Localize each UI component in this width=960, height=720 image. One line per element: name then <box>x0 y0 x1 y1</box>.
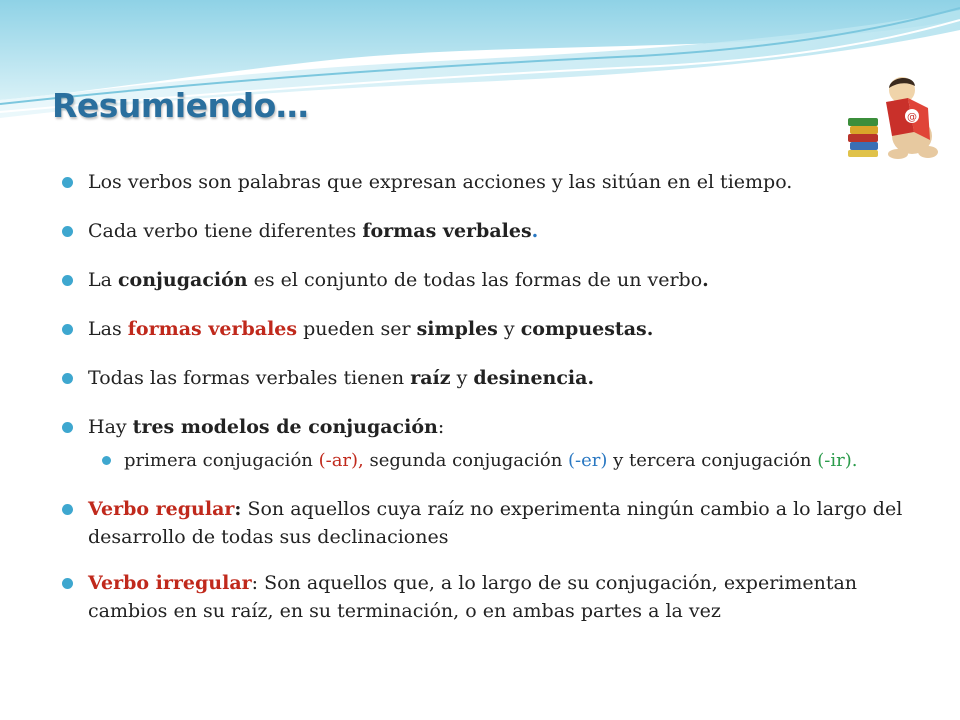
ending-er-text: (-er) <box>568 450 608 471</box>
bullet-text: y tercera conjugación <box>607 450 818 471</box>
bullet-item <box>60 413 920 474</box>
bullet-text: Todas las formas verbales tienen <box>88 367 411 389</box>
bullet-text: pueden ser <box>297 318 417 340</box>
bullet-list <box>60 168 920 643</box>
bullet-item <box>60 569 920 625</box>
bullet-text: y <box>497 318 521 340</box>
sub-bullet-list <box>88 447 920 474</box>
bullet-text: y <box>450 367 474 389</box>
bullet-item <box>60 364 920 392</box>
bullet-item <box>60 495 920 551</box>
ending-ir-text: (-ir). <box>817 450 858 471</box>
bullet-item <box>60 315 920 343</box>
bullet-text: Las <box>88 318 128 340</box>
definition-label: Verbo irregular <box>88 572 252 594</box>
emphasis-text: formas verbales <box>362 220 532 242</box>
bullet-punctuation: : <box>251 572 259 594</box>
bullet-text: es el conjunto de todas las formas de un verbo <box>247 269 703 291</box>
bullet-text: La <box>88 269 118 291</box>
bullet-text: Los verbos son palabras que expresan acciones y las sitúan en el tiempo. <box>88 171 793 193</box>
bullet-item <box>60 168 920 196</box>
emphasis-text: desinencia. <box>473 367 595 389</box>
emphasis-red-text: formas verbales <box>127 318 298 340</box>
bullet-item <box>60 217 920 245</box>
emphasis-text: conjugación <box>117 269 248 291</box>
bullet-item <box>60 266 920 294</box>
bullet-text: : <box>437 416 445 438</box>
reading-person-with-books-icon <box>842 70 946 162</box>
definition-label: Verbo regular <box>88 498 235 520</box>
definition-text: Son aquellos cuya raíz no experimenta ningún cambio a lo largo del desarrollo de todas sus declinaciones <box>88 498 903 548</box>
bullet-text: Cada verbo tiene diferentes <box>88 220 363 242</box>
emphasis-text: simples <box>416 318 498 340</box>
bullet-punctuation: . <box>702 269 709 291</box>
definition-text: Son aquellos que, a lo largo de su conjugación, experimentan cambios en su raíz, en su terminación, o en ambas partes a la vez <box>88 572 858 622</box>
slide-title: Resumiendo… <box>52 86 309 125</box>
bullet-text: Hay <box>88 416 133 438</box>
emphasis-text: raíz <box>410 367 451 389</box>
bullet-punctuation: : <box>234 498 242 520</box>
bullet-text: segunda conjugación <box>363 450 569 471</box>
bullet-text: primera conjugación <box>124 450 319 471</box>
svg-text:@: @ <box>907 112 917 123</box>
bullet-punctuation: . <box>531 220 539 242</box>
ending-ar-text: (-ar), <box>318 450 364 471</box>
emphasis-text: compuestas. <box>520 318 654 340</box>
emphasis-text: tres modelos de conjugación <box>132 416 438 438</box>
sub-bullet-item <box>88 447 920 474</box>
